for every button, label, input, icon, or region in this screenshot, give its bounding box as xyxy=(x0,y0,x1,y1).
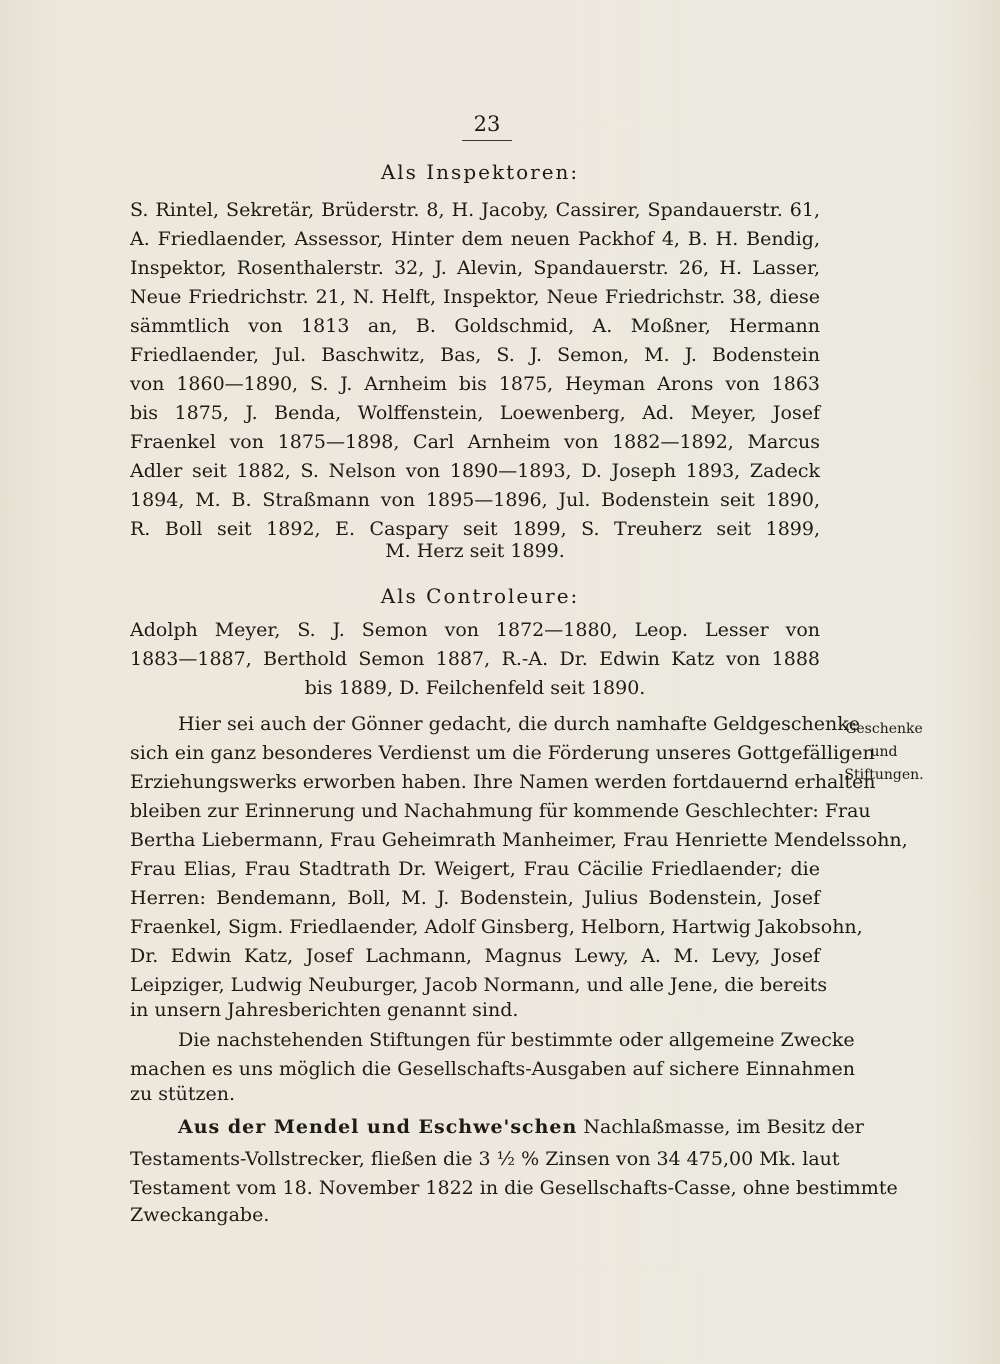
text-line: Adler seit 1882, S. Nelson von 1890—1893, D. Joseph 1893, Zadeck xyxy=(130,460,820,482)
bold-lead: Aus der Mendel und Eschwe'schen xyxy=(178,1116,578,1138)
text-line: bis 1875, J. Benda, Wolffenstein, Loewenberg, Ad. Meyer, Josef xyxy=(130,402,820,424)
text-line: Frau Elias, Frau Stadtrath Dr. Weigert, Frau Cäcilie Friedlaender; die xyxy=(130,858,820,880)
lead-continuation: Nachlaßmasse, im Besitz der xyxy=(577,1116,864,1138)
text-line: von 1860—1890, S. J. Arnheim bis 1875, Heyman Arons von 1863 xyxy=(130,373,820,395)
text-line: Leipziger, Ludwig Neuburger, Jacob Normann, und alle Jene, die bereits xyxy=(130,974,828,996)
text-line: Adolph Meyer, S. J. Semon von 1872—1880, Leop. Lesser von xyxy=(130,619,820,641)
text-line: bis 1889, D. Feilchenfeld seit 1890. xyxy=(304,677,646,699)
text-line: Fraenkel von 1875—1898, Carl Arnheim von 1882—1892, Marcus xyxy=(130,431,820,453)
text-line: machen es uns möglich die Gesellschafts-Ausgaben auf sichere Einnahmen xyxy=(130,1058,855,1080)
text-line: S. Rintel, Sekretär, Brüderstr. 8, H. Jacoby, Cassirer, Spandauerstr. 61, xyxy=(130,199,820,221)
text-line: sämmtlich von 1813 an, B. Goldschmid, A. Moßner, Hermann xyxy=(130,315,820,337)
page-number: 23 xyxy=(462,112,512,141)
text-line: A. Friedlaender, Assessor, Hinter dem neuen Packhof 4, B. H. Bendig, xyxy=(130,228,820,250)
margin-note-line: Stiftungen. xyxy=(844,767,924,783)
text-line: M. Herz seit 1899. xyxy=(385,540,565,562)
text-line: Herren: Bendemann, Boll, M. J. Bodenstein, Julius Bodenstein, Josef xyxy=(130,887,820,909)
text-line: Erziehungswerks erworben haben. Ihre Namen werden fortdauernd erhalten xyxy=(130,771,876,793)
heading-inspectors: Als Inspektoren: xyxy=(380,160,580,184)
text-line: Testaments-Vollstrecker, fließen die 3 ½ % Zinsen von 34 475,00 Mk. laut xyxy=(130,1148,840,1170)
text-line: Inspektor, Rosenthalerstr. 32, J. Alevin, Spandauerstr. 26, H. Lasser, xyxy=(130,257,820,279)
heading-controllers: Als Controleure: xyxy=(380,584,580,608)
margin-note-line: Geschenke xyxy=(845,721,923,737)
margin-note-line: und xyxy=(870,744,898,760)
text-line: Die nachstehenden Stiftungen für bestimmte oder allgemeine Zwecke xyxy=(178,1029,855,1051)
text-line xyxy=(178,1113,864,1141)
text-line: Zweckangabe. xyxy=(130,1204,270,1226)
text-line: Dr. Edwin Katz, Josef Lachmann, Magnus Lewy, A. M. Levy, Josef xyxy=(130,945,820,967)
text-line: 1883—1887, Berthold Semon 1887, R.-A. Dr. Edwin Katz von 1888 xyxy=(130,648,820,670)
text-line: Fraenkel, Sigm. Friedlaender, Adolf Ginsberg, Helborn, Hartwig Jakobsohn, xyxy=(130,916,863,938)
text-line: 1894, M. B. Straßmann von 1895—1896, Jul. Bodenstein seit 1890, xyxy=(130,489,820,511)
text-line: bleiben zur Erinnerung und Nachahmung für kommende Geschlechter: Frau xyxy=(130,800,871,822)
text-line: Hier sei auch der Gönner gedacht, die durch namhafte Geldgeschenke xyxy=(178,713,861,735)
text-line: zu stützen. xyxy=(130,1083,236,1105)
text-line: Friedlaender, Jul. Baschwitz, Bas, S. J. Semon, M. J. Bodenstein xyxy=(130,344,820,366)
text-line: Testament vom 18. November 1822 in die Gesellschafts-Casse, ohne bestimmte xyxy=(130,1177,898,1199)
text-line: sich ein ganz besonderes Verdienst um die Förderung unseres Gottgefälligen xyxy=(130,742,875,764)
text-line: R. Boll seit 1892, E. Caspary seit 1899, S. Treuherz seit 1899, xyxy=(130,518,820,540)
text-line: Bertha Liebermann, Frau Geheimrath Manheimer, Frau Henriette Mendelssohn, xyxy=(130,829,908,851)
text-line: Neue Friedrichstr. 21, N. Helft, Inspektor, Neue Friedrichstr. 38, diese xyxy=(130,286,820,308)
text-line: in unsern Jahresberichten genannt sind. xyxy=(130,999,519,1021)
